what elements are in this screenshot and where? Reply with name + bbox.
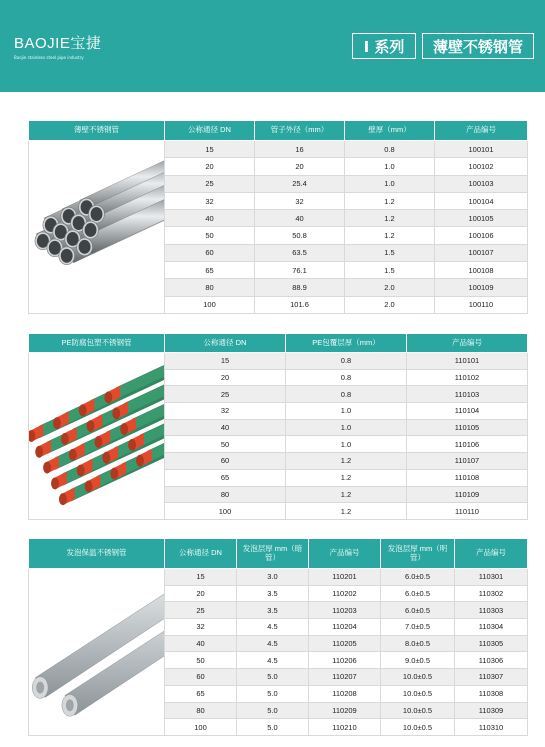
steel-pipe-stack-photo (29, 141, 165, 314)
table-cell: 50 (165, 227, 255, 244)
table-cell: 80 (165, 702, 237, 719)
table-cell: 50 (165, 652, 237, 669)
table-cell: 40 (165, 210, 255, 227)
table-cell: 100104 (435, 192, 528, 209)
table-cell: 100105 (435, 210, 528, 227)
foam-insulated-pipe-table (28, 538, 528, 736)
table-cell: 100 (165, 719, 237, 736)
column-header: 壁厚（mm） (345, 121, 435, 141)
foam-insulated-pipe-section (28, 538, 527, 736)
table-cell: 10.0±0.5 (381, 685, 455, 702)
table-cell: 1.0 (345, 158, 435, 175)
table-cell: 7.0±0.5 (381, 619, 455, 636)
table-cell: 1.2 (286, 486, 407, 503)
table-cell: 110105 (407, 419, 528, 436)
logo-tagline: Baojie stainless steel pipe industry (14, 55, 84, 60)
table-cell: 80 (165, 279, 255, 296)
table-cell: 50.8 (255, 227, 345, 244)
table-cell: 100106 (435, 227, 528, 244)
logo-wordmark: BAOJIE宝捷 (14, 35, 102, 52)
column-header: 发泡层厚 mm（明管） (381, 539, 455, 569)
table-cell: 4.5 (237, 652, 309, 669)
table-title-header: 发泡保温不锈钢管 (29, 539, 165, 569)
table-cell: 2.0 (345, 296, 435, 313)
pe-coated-pipe-photo-illustration (29, 353, 164, 519)
table-cell: 110206 (309, 652, 381, 669)
table-cell: 5.0 (237, 685, 309, 702)
table-cell: 110209 (309, 702, 381, 719)
table-cell: 1.5 (345, 244, 435, 261)
table-cell: 9.0±0.5 (381, 652, 455, 669)
foam-insulated-pipe-photo-illustration (29, 569, 164, 735)
table-cell: 32 (165, 192, 255, 209)
table-cell: 15 (165, 569, 237, 586)
table-cell: 100107 (435, 244, 528, 261)
table-cell: 1.2 (286, 453, 407, 470)
table-cell: 100109 (435, 279, 528, 296)
table-cell: 1.0 (286, 403, 407, 420)
table-cell: 15 (165, 353, 286, 370)
header-banner (0, 0, 545, 92)
table-cell: 110306 (455, 652, 528, 669)
table-cell: 1.0 (286, 436, 407, 453)
table-cell: 110205 (309, 635, 381, 652)
table-cell: 40 (165, 419, 286, 436)
table-cell: 110303 (455, 602, 528, 619)
table-cell: 110207 (309, 669, 381, 686)
table-cell: 110204 (309, 619, 381, 636)
table-cell: 100108 (435, 262, 528, 279)
table-cell: 100102 (435, 158, 528, 175)
table-cell: 65 (165, 262, 255, 279)
column-header: 公称通径 DN (165, 334, 286, 353)
table-cell: 0.8 (286, 353, 407, 370)
table-cell: 1.2 (345, 227, 435, 244)
table-cell: 110208 (309, 685, 381, 702)
table-cell: 1.0 (345, 175, 435, 192)
table-cell: 100 (165, 296, 255, 313)
table-cell: 16 (255, 141, 345, 158)
table-cell: 110210 (309, 719, 381, 736)
table-cell: 80 (165, 486, 286, 503)
column-header: 发泡层厚 mm（暗管） (237, 539, 309, 569)
table-cell: 5.0 (237, 702, 309, 719)
table-cell: 6.0±0.5 (381, 602, 455, 619)
table-cell: 32 (165, 619, 237, 636)
table-row (29, 353, 528, 370)
table-cell: 8.0±0.5 (381, 635, 455, 652)
table-cell: 100103 (435, 175, 528, 192)
table-cell: 110201 (309, 569, 381, 586)
table-cell: 3.5 (237, 602, 309, 619)
table-title-header: PE防腐包塑不锈钢管 (29, 334, 165, 353)
table-cell: 20 (255, 158, 345, 175)
table-cell: 110106 (407, 436, 528, 453)
table-cell: 20 (165, 585, 237, 602)
table-cell: 110203 (309, 602, 381, 619)
column-header: 产品编号 (407, 334, 528, 353)
table-cell: 4.5 (237, 619, 309, 636)
table-cell: 1.2 (286, 503, 407, 520)
table-cell: 3.0 (237, 569, 309, 586)
table-cell: 88.9 (255, 279, 345, 296)
table-cell: 5.0 (237, 669, 309, 686)
table-cell: 63.5 (255, 244, 345, 261)
table-cell: 40 (165, 635, 237, 652)
table-cell: 110301 (455, 569, 528, 586)
table-cell: 6.0±0.5 (381, 569, 455, 586)
table-cell: 110107 (407, 453, 528, 470)
table-cell: 76.1 (255, 262, 345, 279)
table-cell: 20 (165, 158, 255, 175)
table-cell: 65 (165, 469, 286, 486)
table-cell: 6.0±0.5 (381, 585, 455, 602)
column-header: PE包覆层厚（mm） (286, 334, 407, 353)
table-title-header: 薄壁不锈钢管 (29, 121, 165, 141)
table-cell: 32 (165, 403, 286, 420)
table-cell: 25 (165, 602, 237, 619)
column-header: 管子外径（mm） (255, 121, 345, 141)
table-cell: 60 (165, 244, 255, 261)
column-header: 公称通径 DN (165, 121, 255, 141)
table-cell: 4.5 (237, 635, 309, 652)
table-cell: 100 (165, 503, 286, 520)
table-cell: 20 (165, 369, 286, 386)
table-cell: 60 (165, 669, 237, 686)
column-header: 公称通径 DN (165, 539, 237, 569)
table-cell: 10.0±0.5 (381, 702, 455, 719)
company-logo (14, 32, 101, 60)
table-cell: 0.8 (345, 141, 435, 158)
table-cell: 25 (165, 175, 255, 192)
table-cell: 1.2 (345, 210, 435, 227)
table-cell: 110307 (455, 669, 528, 686)
thin-wall-pipe-section (28, 120, 527, 314)
table-cell: 110108 (407, 469, 528, 486)
table-cell: 60 (165, 453, 286, 470)
table-cell: 110305 (455, 635, 528, 652)
pe-coated-pipe-section (28, 333, 527, 520)
table-cell: 3.5 (237, 585, 309, 602)
table-cell: 110202 (309, 585, 381, 602)
table-cell: 110309 (455, 702, 528, 719)
table-cell: 110110 (407, 503, 528, 520)
table-cell: 65 (165, 685, 237, 702)
table-cell: 10.0±0.5 (381, 669, 455, 686)
table-cell: 101.6 (255, 296, 345, 313)
thin-wall-pipe-table (28, 120, 528, 314)
table-row (29, 569, 528, 586)
table-cell: 110101 (407, 353, 528, 370)
table-cell: 110308 (455, 685, 528, 702)
table-cell: 110102 (407, 369, 528, 386)
table-cell: 1.2 (345, 192, 435, 209)
column-header: 产品编号 (455, 539, 528, 569)
table-cell: 40 (255, 210, 345, 227)
table-cell: 1.2 (286, 469, 407, 486)
table-cell: 110304 (455, 619, 528, 636)
table-cell: 110103 (407, 386, 528, 403)
table-cell: 10.0±0.5 (381, 719, 455, 736)
column-header: 产品编号 (435, 121, 528, 141)
table-row (29, 141, 528, 158)
table-cell: 1.5 (345, 262, 435, 279)
table-cell: 25 (165, 386, 286, 403)
table-cell: 5.0 (237, 719, 309, 736)
table-cell: 110302 (455, 585, 528, 602)
series-label: I 系列 (352, 33, 416, 59)
table-cell: 25.4 (255, 175, 345, 192)
column-header: 产品编号 (309, 539, 381, 569)
table-cell: 110104 (407, 403, 528, 420)
steel-pipe-stack-photo-illustration (29, 141, 164, 313)
page-title: 薄壁不锈钢管 (422, 33, 534, 59)
table-cell: 0.8 (286, 369, 407, 386)
table-cell: 0.8 (286, 386, 407, 403)
table-cell: 2.0 (345, 279, 435, 296)
table-cell: 32 (255, 192, 345, 209)
pe-coated-pipe-photo (29, 353, 165, 520)
foam-insulated-pipe-photo (29, 569, 165, 736)
table-cell: 100101 (435, 141, 528, 158)
table-cell: 15 (165, 141, 255, 158)
table-cell: 100110 (435, 296, 528, 313)
table-cell: 50 (165, 436, 286, 453)
pe-coated-pipe-table (28, 333, 528, 520)
table-cell: 1.0 (286, 419, 407, 436)
table-cell: 110109 (407, 486, 528, 503)
table-cell: 110310 (455, 719, 528, 736)
